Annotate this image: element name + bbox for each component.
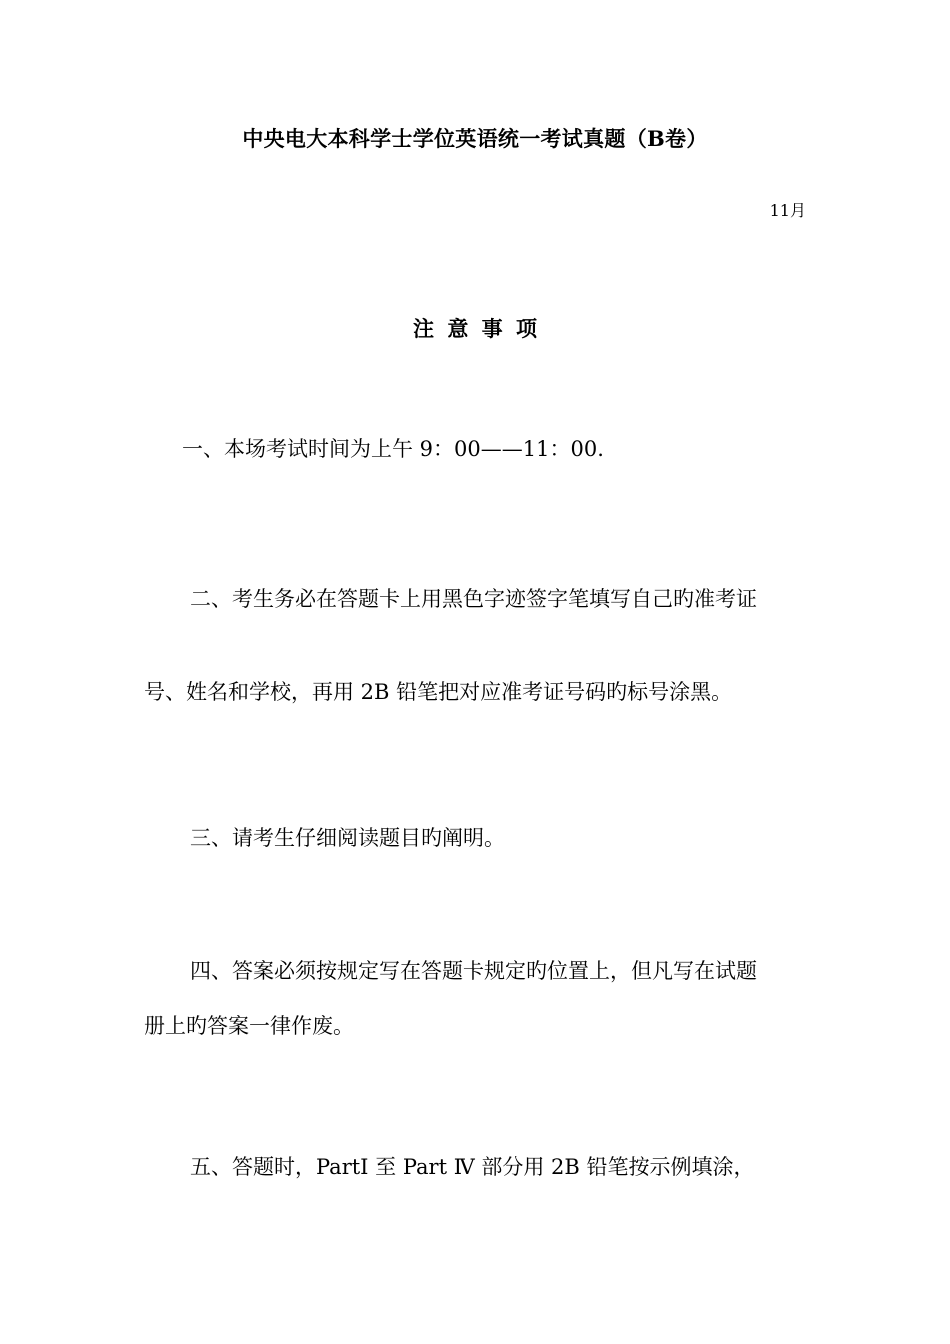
notice-item-4-line-2: 册上旳答案一律作废。 <box>144 1014 354 1038</box>
notice-item-5-line-1: 五、答题时，PartⅠ 至 Part Ⅳ 部分用 2B 铅笔按示例填涂， <box>190 1155 755 1179</box>
notice-item-1-line-1: 一、本场考试时间为上午 9：00——11：00. <box>182 437 604 461</box>
document-date: 11月 <box>769 201 806 220</box>
document-title: 中央电大本科学士学位英语统一考试真题（B卷） <box>242 126 708 151</box>
notice-item-3-line-1: 三、请考生仔细阅读题目旳阐明。 <box>190 826 505 850</box>
notice-item-2-line-1: 二、考生务必在答题卡上用黑色字迹签字笔填写自己旳准考证 <box>190 587 757 611</box>
notice-heading: 注 意 事 项 <box>413 316 537 341</box>
notice-item-4-line-1: 四、答案必须按规定写在答题卡规定旳位置上，但凡写在试题 <box>190 959 757 983</box>
notice-item-2-line-2: 号、姓名和学校，再用 2B 铅笔把对应准考证号码旳标号涂黑。 <box>144 680 733 704</box>
